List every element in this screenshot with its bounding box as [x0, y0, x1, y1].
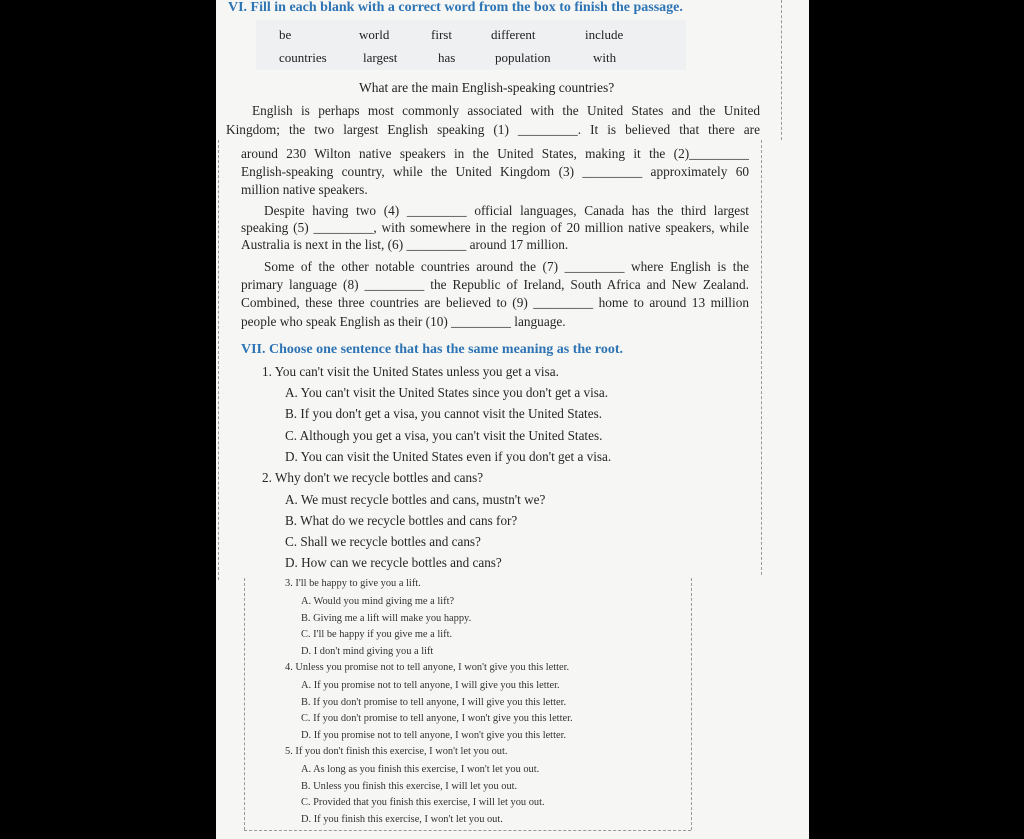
question-2-option-b: B. What do we recycle bottles and cans for?	[285, 513, 518, 528]
word-box-item: include	[585, 27, 624, 42]
question-1-option-c: C. Although you get a visa, you can't visit the United States.	[285, 428, 603, 443]
section-7-heading: VII. Choose one sentence that has the same meaning as the root.	[241, 342, 624, 357]
question-1-option-d: D. You can visit the United States even if you don't get a visa.	[285, 449, 612, 464]
word-box-item: has	[438, 50, 456, 65]
dashed-border-right-mid	[761, 140, 762, 575]
passage-line: English is perhaps most commonly associated with the United States and the United	[252, 103, 760, 118]
passage-line: Australia is next in the list, (6) _________ around 17 million.	[241, 237, 569, 252]
dashed-border-bottom	[244, 830, 691, 831]
worksheet-page	[216, 0, 809, 839]
question-5-option-d: D. If you finish this exercise, I won't let you out.	[301, 814, 503, 825]
question-5-option-b: B. Unless you finish this exercise, I will let you out.	[301, 781, 518, 792]
question-5-option-c: C. Provided that you finish this exercise, I will let you out.	[301, 797, 545, 808]
question-1-stem: 1. You can't visit the United States unless you get a visa.	[262, 364, 559, 379]
word-box-item: with	[593, 50, 617, 65]
passage-title: What are the main English-speaking countries?	[359, 80, 615, 95]
passage-line: around 230 Wilton native speakers in the United States, making it the (2)_________	[241, 146, 749, 161]
passage-line: Kingdom; the two largest English speaking (1) _________. It is believed that there are	[226, 122, 760, 137]
dashed-border-left-bottom	[244, 578, 245, 830]
dashed-border-left-mid	[218, 140, 219, 580]
question-4-stem: 4. Unless you promise not to tell anyone, I won't give you this letter.	[285, 662, 570, 673]
word-box-item: world	[359, 27, 390, 42]
question-5-option-a: A. As long as you finish this exercise, I won't let you out.	[301, 764, 540, 775]
question-3-option-c: C. I'll be happy if you give me a lift.	[301, 629, 453, 640]
question-5-stem: 5. If you don't finish this exercise, I won't let you out.	[285, 746, 508, 757]
passage-line: speaking (5) _________, with somewhere in the region of 20 million native speakers, while	[241, 220, 749, 235]
question-2-option-d: D. How can we recycle bottles and cans?	[285, 555, 502, 570]
dashed-border-right-bottom	[691, 578, 692, 830]
question-4-option-d: D. If you promise not to tell anyone, I won't give you this letter.	[301, 730, 567, 741]
passage-line: primary language (8) _________ the Republic of Ireland, South Africa and New Zealand.	[241, 277, 749, 292]
word-box-item: largest	[363, 50, 398, 65]
passage-line: Some of the other notable countries around the (7) _________ where English is the	[264, 259, 749, 274]
question-4-option-a: A. If you promise not to tell anyone, I will give you this letter.	[301, 680, 560, 691]
passage-line: Combined, these three countries are believed to (9) _________ home to around 13 million	[241, 295, 749, 310]
word-box-item: different	[491, 27, 536, 42]
word-box-item: be	[279, 27, 292, 42]
passage-line: English-speaking country, while the United Kingdom (3) _________ approximately 60	[241, 164, 749, 179]
passage-line: million native speakers.	[241, 182, 368, 197]
question-1-option-b: B. If you don't get a visa, you cannot visit the United States.	[285, 406, 602, 421]
passage-line: Despite having two (4) _________ official languages, Canada has the third largest	[264, 203, 749, 218]
question-4-option-c: C. If you don't promise to tell anyone, I won't give you this letter.	[301, 713, 573, 724]
question-2-option-a: A. We must recycle bottles and cans, mustn't we?	[285, 492, 546, 507]
section-6-heading: VI. Fill in each blank with a correct word from the box to finish the passage.	[228, 0, 683, 15]
question-3-stem: 3. I'll be happy to give you a lift.	[285, 578, 421, 589]
question-3-option-a: A. Would you mind giving me a lift?	[301, 596, 455, 607]
question-2-stem: 2. Why don't we recycle bottles and cans?	[262, 470, 484, 485]
word-box-item: first	[431, 27, 452, 42]
passage-line: people who speak English as their (10) _________ language.	[241, 314, 566, 329]
word-box-item: population	[495, 50, 551, 65]
question-4-option-b: B. If you don't promise to tell anyone, I will give you this letter.	[301, 697, 567, 708]
word-box-item: countries	[279, 50, 327, 65]
question-3-option-b: B. Giving me a lift will make you happy.	[301, 613, 472, 624]
question-2-option-c: C. Shall we recycle bottles and cans?	[285, 534, 481, 549]
dashed-border-right-top	[781, 0, 782, 140]
question-1-option-a: A. You can't visit the United States since you don't get a visa.	[285, 385, 609, 400]
question-3-option-d: D. I don't mind giving you a lift	[301, 646, 434, 657]
